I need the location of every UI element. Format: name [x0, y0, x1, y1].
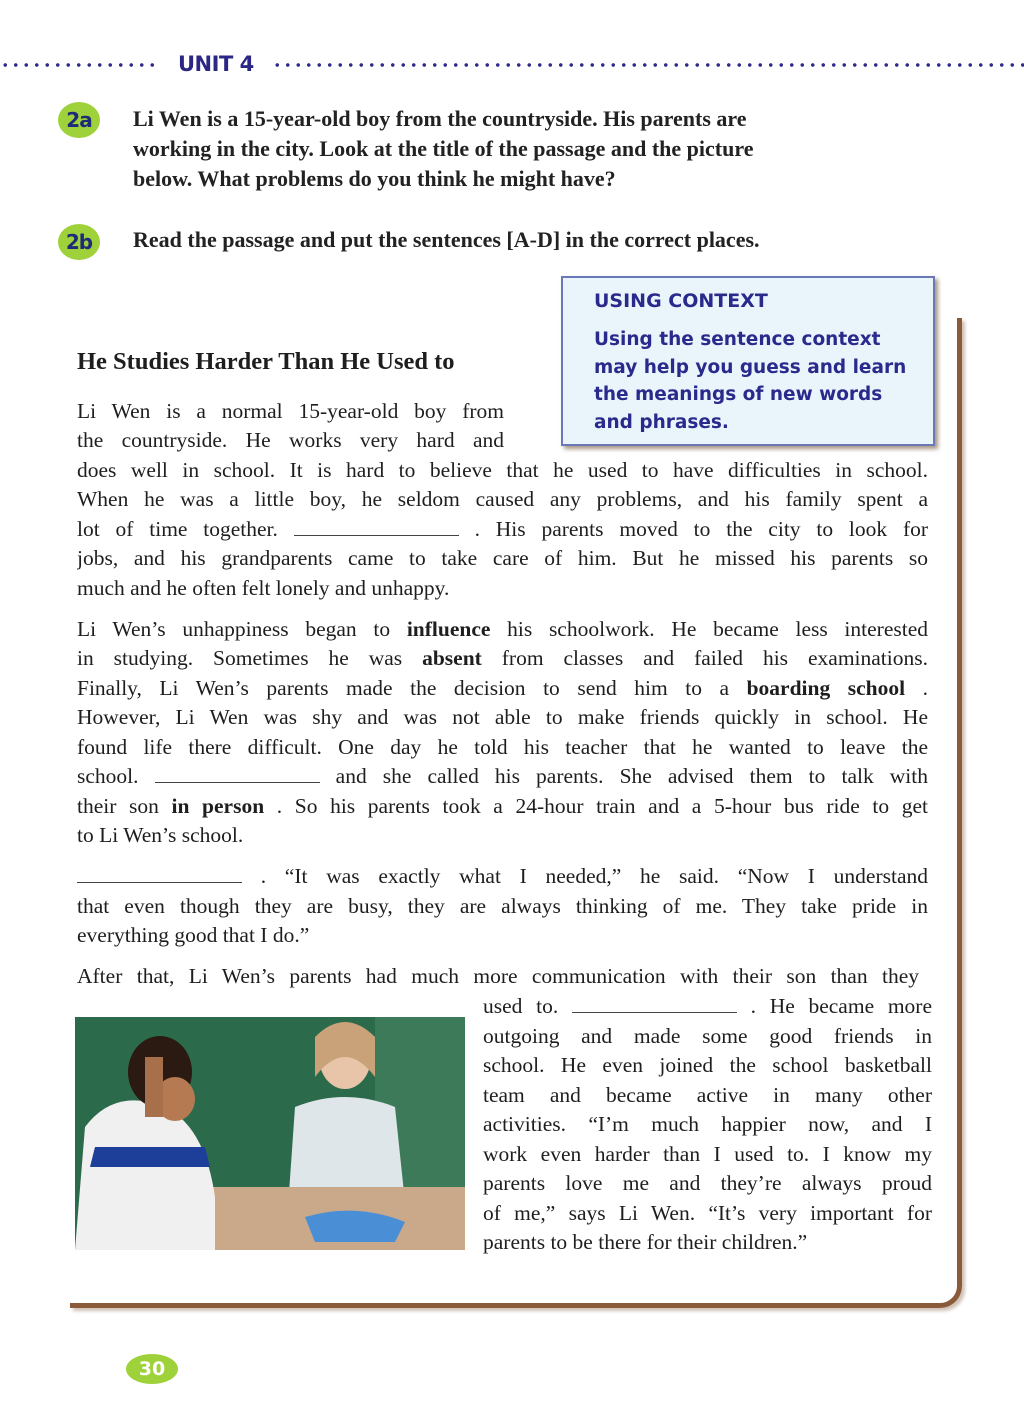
exercise-badge-2b: 2b: [58, 224, 100, 260]
passage-text: in studying. Sometimes he was: [77, 646, 423, 670]
passage-line: [483, 1022, 932, 1051]
passage-text: jobs, and his grandparents came to take care of him. But he missed his parents so: [77, 546, 928, 570]
passage-text: Li Wen’s unhappiness began to: [77, 617, 407, 641]
key-phrase: absent: [422, 646, 482, 670]
passage-text: found life there difficult. One day he told his teacher that he wanted to leave the: [77, 735, 928, 759]
key-phrase: influence: [406, 617, 491, 641]
passage-line: [77, 456, 928, 485]
passage-text: However, Li Wen was shy and was not able to make friends quickly in school. He: [77, 705, 928, 729]
passage-line: [483, 1228, 807, 1257]
passage-text: work even harder than I used to. I know my: [483, 1142, 932, 1166]
passage-text: Finally, Li Wen’s parents made the decision to send him to a: [77, 676, 747, 700]
passage-text: and she called his parents. She advised them to talk with: [335, 764, 928, 788]
passage-text: parents love me and they’re always proud: [483, 1171, 932, 1195]
using-context-tip-box: [561, 276, 935, 446]
answer-blank[interactable]: [572, 992, 737, 1013]
unit-heading: UNIT 4: [178, 52, 254, 76]
passage-text: When he was a little boy, he seldom caused any problems, and his family spent a: [77, 487, 928, 511]
answer-blank[interactable]: [155, 762, 320, 783]
passage-text: activities. “I’m much happier now, and I: [483, 1112, 932, 1136]
passage-text: . His parents moved to the city to look for: [474, 517, 928, 541]
passage-text: from classes and failed his examinations.: [501, 646, 928, 670]
passage-line: [77, 426, 504, 455]
passage-line: [77, 762, 928, 791]
passage-line: [77, 574, 449, 603]
passage-text: his schoolwork. He became less interested: [507, 617, 928, 641]
passage-text: After that, Li Wen’s parents had much more communication with their son than they: [77, 964, 919, 988]
passage-line: [77, 862, 928, 891]
passage-text: their son: [77, 794, 172, 818]
passage-line: [77, 733, 928, 762]
header-dots-right: [272, 62, 1024, 68]
key-phrase: boarding school: [746, 676, 906, 700]
passage-text: that even though they are busy, they are always thinking of me. They take pride in: [77, 894, 928, 918]
passage-line: [77, 962, 919, 991]
passage-line: [483, 1051, 932, 1080]
passage-text: parents to be there for their children.”: [483, 1230, 808, 1254]
header-dots-left: [0, 62, 160, 68]
answer-blank[interactable]: [294, 515, 459, 536]
photo-illustration: [75, 1017, 465, 1250]
tip-heading: USING CONTEXT: [594, 290, 768, 312]
passage-line: [77, 703, 928, 732]
exercise-badge-2a: 2a: [58, 102, 100, 138]
exercise-2b-instruction: Read the passage and put the sentences [A-D] in the correct places.: [133, 227, 760, 252]
passage-text: . So his parents took a 24-hour train and a 5-hour bus ride to get: [276, 794, 928, 818]
passage-text: . “It was exactly what I needed,” he said. “Now I understand: [260, 864, 928, 888]
passage-text: everything good that I do.”: [77, 923, 310, 947]
tip-body: Using the sentence context may help you guess and learn the meanings of new words and phrases.: [594, 329, 907, 433]
passage-text: does well in school. It is hard to believe that he used to have difficulties in school.: [77, 458, 928, 482]
passage-line: [483, 1081, 932, 1110]
passage-line: [77, 792, 928, 821]
passage-text: school.: [77, 764, 155, 788]
passage-text: .: [922, 676, 928, 700]
passage-line: [77, 515, 928, 544]
passage-text: . He became more: [750, 994, 932, 1018]
passage-text: Li Wen is a normal 15-year-old boy from: [77, 399, 504, 423]
passage-line: [483, 1140, 932, 1169]
passage-line: [483, 1110, 932, 1139]
page-number: 30: [126, 1354, 178, 1384]
passage-photo: [75, 1017, 465, 1250]
passage-line: [77, 921, 309, 950]
passage-line: [77, 485, 928, 514]
passage-line: [77, 397, 504, 426]
passage-line: [483, 1169, 932, 1198]
passage-line: [77, 544, 928, 573]
passage-text: the countryside. He works very hard and: [77, 428, 504, 452]
passage-text: of me,” says Li Wen. “It’s very important for: [483, 1201, 932, 1225]
passage-text: much and he often felt lonely and unhappy.: [77, 576, 450, 600]
passage-line: [77, 644, 928, 673]
passage-title: He Studies Harder Than He Used to: [77, 348, 455, 375]
passage-text: used to.: [483, 994, 572, 1018]
instruction-line: below. What problems do you think he might have?: [133, 166, 616, 191]
passage-text: lot of time together.: [77, 517, 294, 541]
instruction-line: Li Wen is a 15-year-old boy from the countryside. His parents are: [133, 106, 747, 131]
passage-text: outgoing and made some good friends in: [483, 1024, 932, 1048]
passage-text: school. He even joined the school basketball: [483, 1053, 932, 1077]
key-phrase: in person: [171, 794, 265, 818]
passage-line: [77, 892, 928, 921]
instruction-line: working in the city. Look at the title of the passage and the picture: [133, 136, 754, 161]
passage-line: [77, 821, 243, 850]
answer-blank[interactable]: [77, 862, 242, 883]
passage-line: [77, 674, 928, 703]
passage-line: [483, 1199, 932, 1228]
passage-text: to Li Wen’s school.: [77, 823, 244, 847]
passage-line: [77, 615, 928, 644]
passage-line: [483, 992, 932, 1021]
passage-text: team and became active in many other: [483, 1083, 932, 1107]
exercise-2a-instruction: [133, 104, 753, 194]
